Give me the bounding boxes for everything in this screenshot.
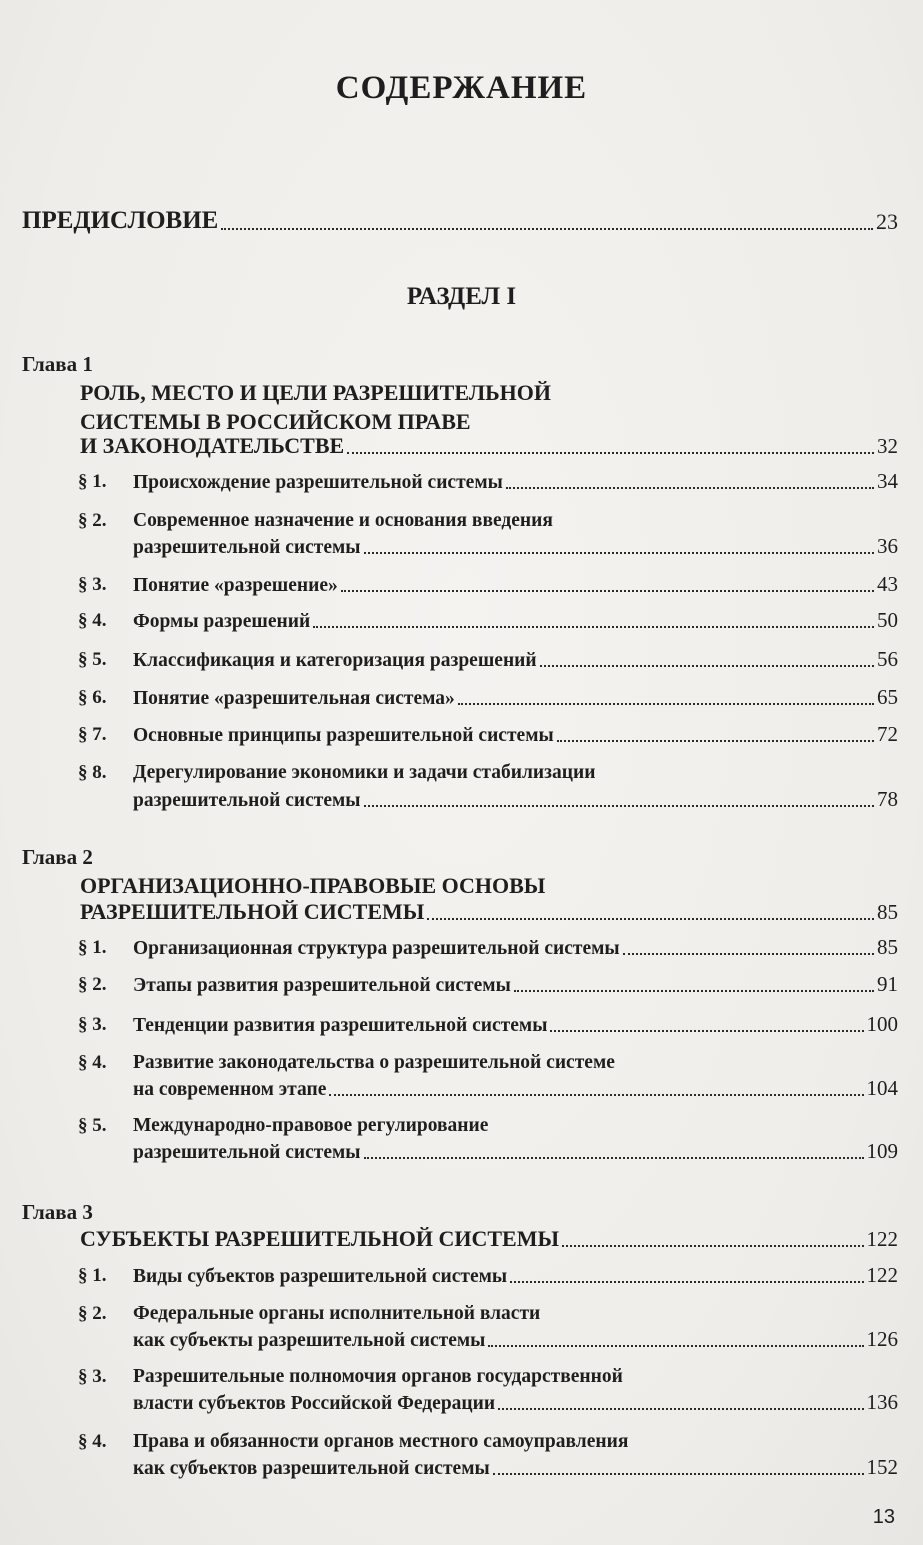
chapter-title-line: РОЛЬ, МЕСТО И ЦЕЛИ РАЗРЕШИТЕЛЬНОЙ bbox=[80, 380, 551, 405]
paragraph-number: § 2. bbox=[78, 974, 107, 995]
chapter-title-line: ОРГАНИЗАЦИОННО-ПРАВОВЫЕ ОСНОВЫ bbox=[80, 873, 546, 898]
dot-leader bbox=[427, 917, 874, 920]
page-number: 36 bbox=[877, 534, 898, 558]
paragraph-title: Современное назначение и основания введения bbox=[133, 510, 553, 531]
toc-entry-chapter-1[interactable] bbox=[80, 433, 898, 459]
chapter-title-line: СИСТЕМЫ В РОССИЙСКОМ ПРАВЕ bbox=[80, 409, 471, 434]
chapter-label: Глава 3 bbox=[22, 1200, 93, 1224]
dot-leader bbox=[364, 551, 875, 554]
dot-leader bbox=[458, 702, 874, 705]
dot-leader bbox=[510, 1280, 863, 1283]
page-number: 85 bbox=[877, 935, 898, 959]
dot-leader bbox=[498, 1407, 863, 1410]
paragraph-title: Классификация и категоризация разрешений bbox=[133, 650, 537, 671]
paragraph-title: Международно-правовое регулирование bbox=[133, 1115, 489, 1136]
page-number: 100 bbox=[866, 1012, 898, 1036]
chapter-title-line: РАЗРЕШИТЕЛЬНОЙ СИСТЕМЫ bbox=[80, 899, 425, 924]
page-number: 122 bbox=[866, 1227, 898, 1251]
paragraph-title: Тенденции развития разрешительной системы bbox=[133, 1015, 548, 1036]
section-title: РАЗДЕЛ I bbox=[406, 283, 517, 310]
toc-entry-paragraph[interactable] bbox=[133, 1327, 898, 1352]
paragraph-number: § 4. bbox=[78, 610, 107, 631]
page-number: 122 bbox=[866, 1263, 898, 1287]
paragraph-number: § 1. bbox=[78, 471, 107, 492]
toc-entry-paragraph[interactable] bbox=[133, 534, 898, 559]
toc-entry-paragraph[interactable] bbox=[133, 1263, 898, 1288]
paragraph-number: § 1. bbox=[78, 937, 107, 958]
toc-entry-paragraph[interactable] bbox=[133, 685, 898, 710]
toc-entry-paragraph[interactable] bbox=[133, 787, 898, 812]
toc-entry-paragraph[interactable] bbox=[133, 608, 898, 633]
paragraph-title: Понятие «разрешение» bbox=[133, 575, 338, 596]
paragraph-number: § 8. bbox=[78, 762, 107, 783]
page-number: 43 bbox=[877, 572, 898, 596]
dot-leader bbox=[550, 1029, 863, 1032]
toc-entry-paragraph[interactable] bbox=[133, 572, 898, 597]
toc-entry-paragraph[interactable] bbox=[133, 647, 898, 672]
chapter-title-line: СУБЪЕКТЫ РАЗРЕШИТЕЛЬНОЙ СИСТЕМЫ bbox=[80, 1226, 560, 1251]
dot-leader bbox=[221, 227, 873, 230]
toc-entry-chapter-3[interactable] bbox=[80, 1226, 898, 1252]
dot-leader bbox=[493, 1472, 864, 1475]
dot-leader bbox=[347, 451, 874, 454]
toc-entry-preface[interactable] bbox=[22, 207, 898, 235]
toc-entry-paragraph[interactable] bbox=[133, 1076, 898, 1101]
paragraph-number: § 2. bbox=[78, 510, 107, 531]
toc-entry-chapter-2[interactable] bbox=[80, 899, 898, 925]
page-footer-number: 13 bbox=[872, 1506, 895, 1528]
paragraph-number: § 4. bbox=[78, 1052, 107, 1073]
dot-leader bbox=[540, 664, 874, 667]
paragraph-number: § 2. bbox=[78, 1303, 107, 1324]
paragraph-title: Развитие законодательства о разрешительной системе bbox=[133, 1052, 615, 1073]
paragraph-title: Федеральные органы исполнительной власти bbox=[133, 1303, 541, 1324]
toc-entry-paragraph[interactable] bbox=[133, 469, 898, 494]
paragraph-title: на современном этапе bbox=[133, 1079, 327, 1100]
toc-entry-paragraph[interactable] bbox=[133, 722, 898, 747]
chapter-label: Глава 2 bbox=[22, 845, 93, 869]
page-number: 50 bbox=[877, 608, 898, 632]
toc-entry-paragraph[interactable] bbox=[133, 1390, 898, 1415]
paragraph-title: Основные принципы разрешительной системы bbox=[133, 725, 554, 746]
dot-leader bbox=[562, 1244, 863, 1247]
paragraph-number: § 3. bbox=[78, 1366, 107, 1387]
dot-leader bbox=[488, 1344, 863, 1347]
page-number: 136 bbox=[866, 1390, 898, 1414]
dot-leader bbox=[329, 1093, 863, 1096]
paragraph-title: Формы разрешений bbox=[133, 611, 311, 632]
paragraph-number: § 5. bbox=[78, 649, 107, 670]
toc-entry-paragraph[interactable] bbox=[133, 972, 898, 997]
page-number: 126 bbox=[866, 1327, 898, 1351]
page-number: 65 bbox=[877, 685, 898, 709]
paragraph-title: как субъектов разрешительной системы bbox=[133, 1458, 490, 1479]
paragraph-number: § 3. bbox=[78, 574, 107, 595]
toc-entry-paragraph[interactable] bbox=[133, 1139, 898, 1164]
paragraph-title: Разрешительные полномочия органов государственной bbox=[133, 1366, 623, 1387]
toc-entry-paragraph[interactable] bbox=[133, 1012, 898, 1037]
paragraph-title: как субъекты разрешительной системы bbox=[133, 1330, 486, 1351]
paragraph-title: Этапы развития разрешительной системы bbox=[133, 975, 511, 996]
dot-leader bbox=[514, 989, 874, 992]
paragraph-title: Понятие «разрешительная система» bbox=[133, 688, 455, 709]
page-number: 23 bbox=[876, 209, 898, 234]
dot-leader bbox=[364, 1156, 864, 1159]
chapter-label: Глава 1 bbox=[22, 352, 93, 376]
paragraph-title: Происхождение разрешительной системы bbox=[133, 472, 503, 493]
paragraph-number: § 5. bbox=[78, 1115, 107, 1136]
paragraph-number: § 4. bbox=[78, 1431, 107, 1452]
contents-title: СОДЕРЖАНИЕ bbox=[335, 70, 588, 106]
dot-leader bbox=[364, 804, 875, 807]
paragraph-title: Организационная структура разрешительной системы bbox=[133, 938, 620, 959]
paragraph-title: Виды субъектов разрешительной системы bbox=[133, 1266, 508, 1287]
toc-entry-paragraph[interactable] bbox=[133, 1455, 898, 1480]
chapter-title-line: И ЗАКОНОДАТЕЛЬСТВЕ bbox=[80, 433, 345, 458]
paragraph-title: разрешительной системы bbox=[133, 1142, 361, 1163]
page-number: 152 bbox=[866, 1455, 898, 1479]
page-number: 72 bbox=[877, 722, 898, 746]
page-number: 34 bbox=[877, 469, 898, 493]
preface-label: ПРЕДИСЛОВИЕ bbox=[22, 207, 219, 234]
page-number: 32 bbox=[877, 434, 898, 458]
dot-leader bbox=[557, 739, 874, 742]
page-number: 56 bbox=[877, 647, 898, 671]
dot-leader bbox=[341, 589, 874, 592]
page-number: 85 bbox=[877, 900, 898, 924]
paragraph-number: § 6. bbox=[78, 687, 107, 708]
page-number: 91 bbox=[877, 972, 898, 996]
paragraph-title: Дерегулирование экономики и задачи стабилизации bbox=[133, 762, 596, 783]
paragraph-title: Права и обязанности органов местного самоуправления bbox=[133, 1431, 629, 1452]
page-number: 109 bbox=[866, 1139, 898, 1163]
page-number: 78 bbox=[877, 787, 898, 811]
paragraph-title: разрешительной системы bbox=[133, 790, 361, 811]
dot-leader bbox=[313, 625, 874, 628]
toc-entry-paragraph[interactable] bbox=[133, 935, 898, 960]
dot-leader bbox=[623, 952, 874, 955]
page-number: 104 bbox=[866, 1076, 898, 1100]
paragraph-number: § 1. bbox=[78, 1265, 107, 1286]
paragraph-number: § 3. bbox=[78, 1014, 107, 1035]
paragraph-title: власти субъектов Российской Федерации bbox=[133, 1393, 496, 1414]
dot-leader bbox=[506, 486, 874, 489]
paragraph-number: § 7. bbox=[78, 724, 107, 745]
paragraph-title: разрешительной системы bbox=[133, 537, 361, 558]
